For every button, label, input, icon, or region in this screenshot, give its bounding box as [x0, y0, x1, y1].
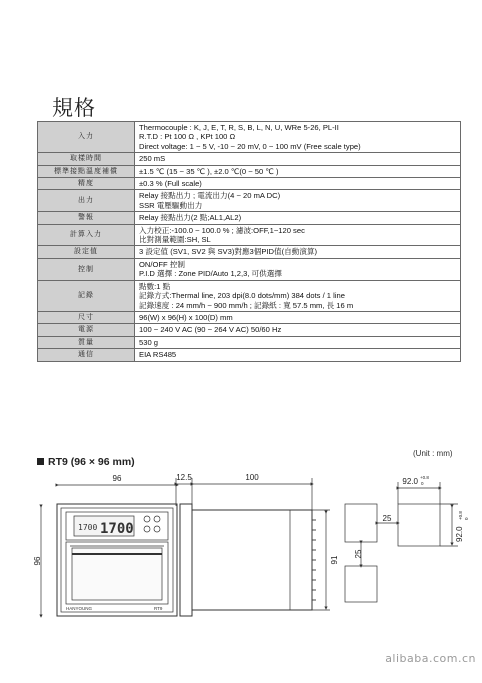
spec-row: [38, 122, 461, 153]
spec-value: [135, 212, 461, 224]
dim-front-height: 96: [33, 556, 42, 566]
spec-row: [38, 246, 461, 258]
spec-value-line: 96(W) x 96(H) x 100(D) mm: [139, 312, 233, 322]
spec-key: 質量: [38, 336, 135, 348]
side-body: [192, 510, 312, 610]
device-brand: HANYOUNG: [66, 606, 93, 611]
spec-value-line: 100 ~ 240 V AC (90 ~ 264 V AC) 50/60 Hz: [139, 325, 282, 335]
spec-key: 入力: [38, 122, 135, 153]
spec-row: [38, 311, 461, 323]
cutout-top-right: [398, 504, 440, 546]
spec-key: 記錄: [38, 280, 135, 311]
spec-row: [38, 178, 461, 190]
spec-value-line: P.I.D 選擇 : Zone PID/Auto 1,2,3, 可供選擇: [139, 269, 282, 279]
button-icon: [144, 526, 150, 532]
spec-value: [135, 178, 461, 190]
dim-side-height: 91: [330, 555, 339, 565]
spec-value: [135, 258, 461, 280]
spec-row: [38, 258, 461, 280]
bullet-square-icon: [37, 458, 44, 465]
spec-value: [135, 336, 461, 348]
unit-note: (Unit : mm): [413, 449, 453, 458]
spec-value-line: 點數:1 點: [139, 281, 171, 291]
spec-value-line: SSR 電壓驅動出力: [139, 200, 203, 210]
spec-key: 控制: [38, 258, 135, 280]
dimension-drawing: [0, 470, 482, 620]
dim-gap-v: 25: [354, 549, 363, 559]
spec-value: [135, 246, 461, 258]
spec-value: [135, 122, 461, 153]
spec-value-line: Direct voltage: 1 ~ 5 V, -10 ~ 20 mV, 0 ~ 100 mV (Free scale type): [139, 141, 361, 151]
spec-value-line: Thermocouple : K, J, E, T, R, S, B, L, N, U, WRe 5-26, PL-II: [139, 123, 339, 132]
button-icon: [154, 516, 160, 522]
spec-value-line: 記錄方式:Thermal line, 203 dpi(8.0 dots/mm) 384 dots / 1 line: [139, 291, 345, 301]
spec-key: 尺寸: [38, 311, 135, 323]
button-icon: [154, 526, 160, 532]
model-label: RT9 (96 × 96 mm): [48, 456, 135, 468]
spec-value: [135, 165, 461, 177]
spec-row: [38, 280, 461, 311]
spec-key: 通信: [38, 349, 135, 361]
spec-value: [135, 324, 461, 336]
dim-gap-h: 25: [382, 514, 392, 523]
spec-value-line: ON/OFF 控制: [139, 259, 185, 269]
dim-cutout-height-tol2: 0: [464, 517, 469, 520]
device-model: RT9: [154, 606, 163, 611]
spec-value-line: R.T.D : Pt 100 Ω , KPt 100 Ω: [139, 132, 236, 142]
display-small-value: 1700: [78, 523, 98, 532]
spec-value-line: 比對測量範圍:SH, SL: [139, 235, 211, 245]
page-title: 規格: [52, 96, 96, 120]
spec-row: [38, 336, 461, 348]
spec-value-line: ±1.5 ℃ (15 ~ 35 ℃ ), ±2.0 ℃(0 ~ 50 ℃ ): [139, 166, 279, 176]
dim-cutout-height: 92.0: [455, 526, 464, 542]
dim-cutout-width-tol: +0.8: [420, 475, 429, 480]
terminal-pins: [312, 520, 316, 600]
model-heading: [37, 456, 135, 468]
cutout-bottom-left: [345, 566, 377, 602]
spec-value: [135, 224, 461, 246]
spec-key: 設定值: [38, 246, 135, 258]
spec-row: [38, 165, 461, 177]
spec-key: 取樣時間: [38, 153, 135, 165]
spec-key: 標準接點溫度補償: [38, 165, 135, 177]
spec-value-line: Relay 接點出力 ; 電流出力(4 ~ 20 mA DC): [139, 191, 281, 201]
spec-row: [38, 153, 461, 165]
spec-row: [38, 212, 461, 224]
dim-depth: 100: [245, 473, 259, 482]
spec-value: [135, 349, 461, 361]
side-bezel: [180, 504, 192, 616]
spec-value-line: ±0.3 % (Full scale): [139, 179, 202, 189]
display-large-value: 1700: [100, 521, 134, 537]
spec-row: [38, 324, 461, 336]
spec-row: [38, 349, 461, 361]
spec-value: [135, 153, 461, 165]
spec-value: [135, 190, 461, 212]
dim-cutout-width-tol2: 0: [421, 481, 424, 486]
cutout-top-left: [345, 504, 377, 542]
spec-value-line: EIA RS485: [139, 350, 177, 360]
spec-value-line: 530 g: [139, 337, 159, 347]
spec-table: [37, 121, 461, 362]
dim-front-width: 96: [112, 474, 122, 483]
spec-row: [38, 190, 461, 212]
dim-cutout-width: 92.0: [402, 477, 418, 486]
dim-bezel: 12.5: [176, 473, 192, 482]
spec-key: 出力: [38, 190, 135, 212]
spec-row: [38, 224, 461, 246]
button-icon: [144, 516, 150, 522]
spec-value: [135, 311, 461, 323]
spec-value: [135, 280, 461, 311]
spec-value-line: 250 mS: [139, 154, 166, 164]
spec-value-line: 3 設定值 (SV1, SV2 與 SV3)對應3個PID值(自動演算): [139, 247, 318, 257]
watermark: alibaba.com.cn: [385, 652, 476, 665]
spec-key: 精度: [38, 178, 135, 190]
spec-key: 電源: [38, 324, 135, 336]
spec-value-line: 入力校正:-100.0 ~ 100.0 % ; 濾波:OFF,1~120 sec: [139, 225, 305, 235]
dim-cutout-height-tol: +0.8: [458, 511, 463, 520]
paper-area: [72, 548, 162, 600]
spec-value-line: Relay 接點出力(2 點;AL1,AL2): [139, 213, 242, 223]
spec-key: 計算入力: [38, 224, 135, 246]
spec-key: 警報: [38, 212, 135, 224]
spec-value-line: 記錄速度 : 24 mm/h ~ 900 mm/h ; 記錄紙 : 寬 57.5 mm, 長 16 m: [139, 300, 354, 310]
